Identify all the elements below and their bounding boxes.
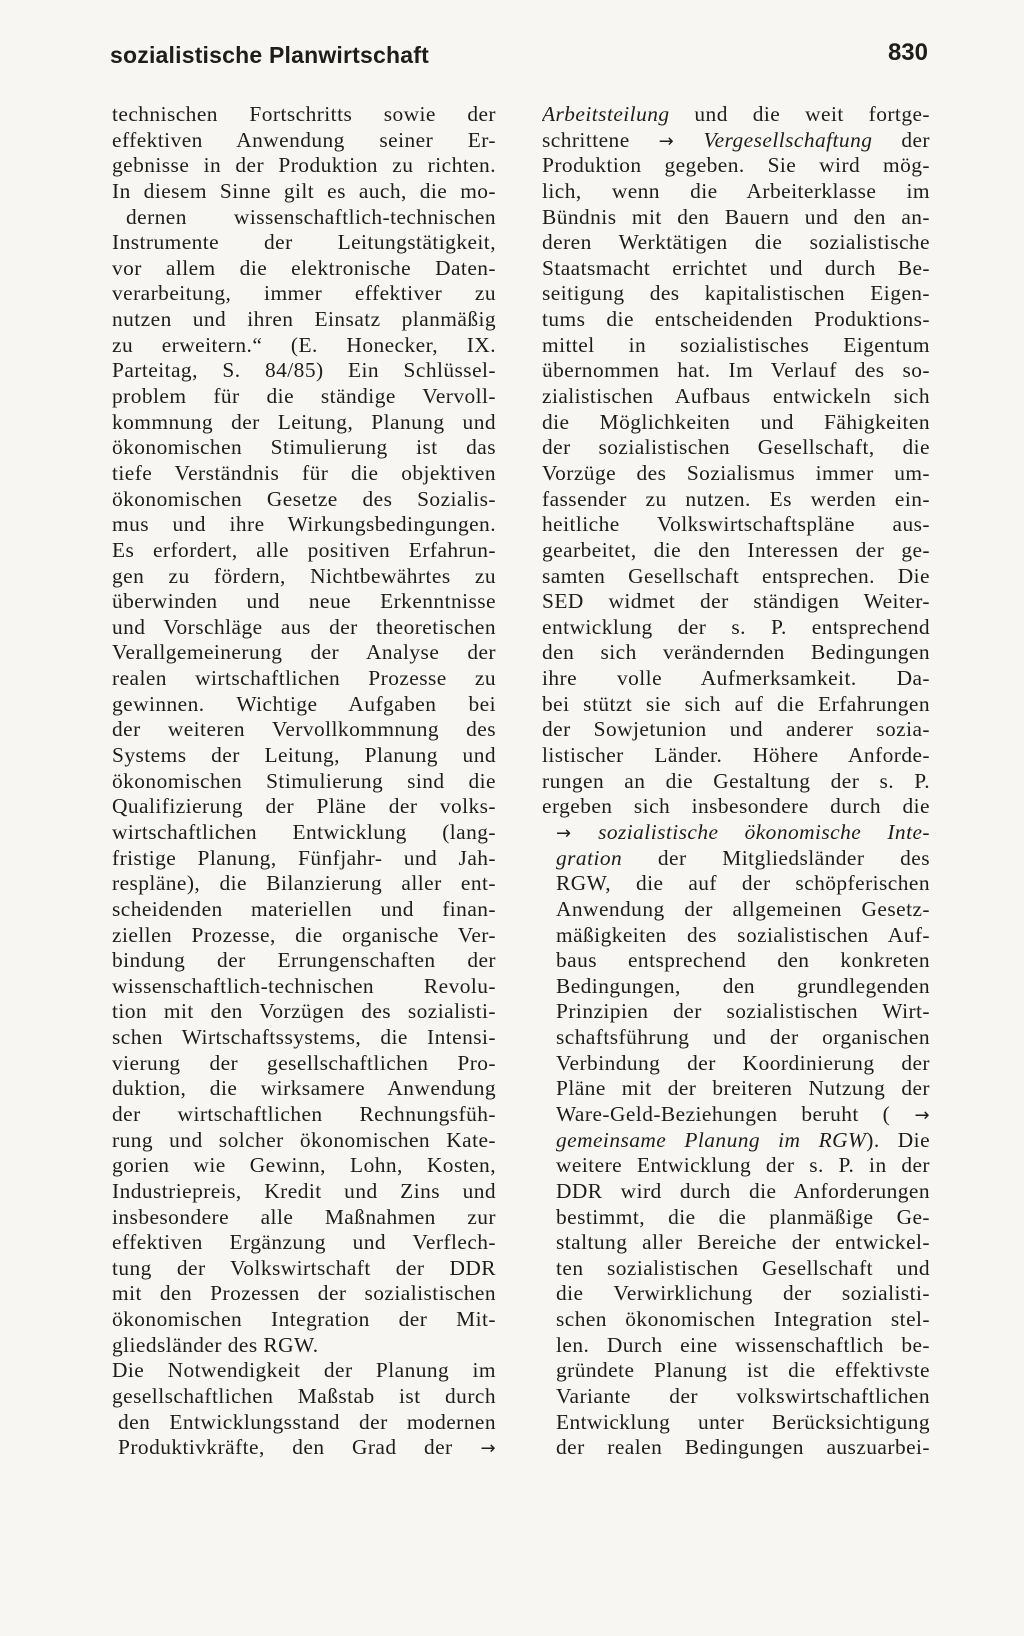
line-text: wirtschaftlichen Entwicklung (lang- [112,819,496,844]
page-number: 830 [887,39,928,66]
line-text: der realen Bedingungen auszuarbei- [556,1435,930,1460]
line-text: insbesondere alle Maßnahmen zur [112,1204,496,1229]
line-text: den Entwicklungsstand der modernen [118,1409,496,1434]
text-line [542,179,930,205]
line-text: schen Wirtschaftssystems, die Intensi- [112,1025,496,1050]
text-line [542,769,930,795]
line-text: Instrumente der Leitungstätigkeit, [112,230,496,255]
line-text: kommnung der Leitung, Planung und [112,409,496,434]
line-text: rungen an die Gestaltung der s. P. [542,768,930,793]
running-head-title: sozialistische Planwirtschaft [110,42,429,68]
line-text: wissenschaftlich-technischen Revolu- [112,973,496,998]
line-text: fassender zu nutzen. Es werden ein- [542,486,930,511]
line-text: Parteitag, S. 84/85) Ein Schlüssel- [112,358,496,383]
text-line [542,820,930,846]
line-text: samten Gesellschaft entsprechen. Die [542,563,930,588]
line-text: mittel in sozialistisches Eigentum [542,332,930,357]
line-text: fristige Planung, Fünfjahr- und Jah- [112,845,496,870]
line-text: verarbeitung, immer effektiver zu [112,281,496,306]
text-line [112,487,496,513]
text-line [542,384,930,410]
line-text: bestimmt, die die planmäßige Ge- [556,1204,930,1229]
line-text: effektiven Anwendung seiner Er- [112,127,496,152]
cross-reference-term: Vergesellschaftung [703,127,873,152]
text-line [542,1076,930,1102]
text-line [112,1333,496,1359]
text-line [542,948,930,974]
line-text: SED widmet der ständigen Weiter- [542,589,930,614]
line-text: Verallgemeinerung der Analyse der [112,640,496,665]
line-text: zu erweitern.“ (E. Honecker, IX. [112,332,496,357]
text-line [112,948,496,974]
line-text: entwicklung der s. P. entsprechend [542,614,930,639]
text-line [112,564,496,590]
text-line [112,1435,496,1461]
line-text: der weiteren Vervollkommnung des [112,717,496,742]
line-text: tion mit den Vorzügen des sozialisti- [112,999,496,1024]
line-text: len. Durch eine wissenschaftlich be- [556,1332,930,1357]
line-text: scheidenden materiellen und finan- [112,896,496,921]
text-line [542,205,930,231]
line-text: Bedingungen, den grundlegenden [556,973,930,998]
text-line [112,666,496,692]
line-text: Die Notwendigkeit der Planung im [112,1358,496,1383]
text-line [542,615,930,641]
line-text: ökonomischen Stimulierung sind die [112,768,496,793]
line-text: Bündnis mit den Bauern und den an- [542,204,930,229]
line-text: mit den Prozessen der sozialistischen [112,1281,496,1306]
line-text: ökonomischen Stimulierung ist das [112,435,496,460]
line-text: effektiven Ergänzung und Verflech- [112,1230,496,1255]
text-line [542,1256,930,1282]
text-line [542,1153,930,1179]
cross-reference-arrow: → [658,130,704,152]
text-line [112,153,496,179]
line-text: seitigung des kapitalistischen Eigen- [542,281,930,306]
cross-reference-arrow: → [556,822,599,844]
text-column-right [542,102,930,1461]
text-line [112,692,496,718]
text-line [112,974,496,1000]
line-text: Prinzipien der sozialistischen Wirt- [556,999,930,1024]
line-text: tung der Volkswirtschaft der DDR [112,1255,496,1280]
text-line [112,999,496,1025]
line-text: ihre volle Aufmerksamkeit. Da- [542,666,930,691]
line-text: listischer Länder. Höhere Anforde- [542,743,930,768]
text-line [112,923,496,949]
line-text: Ware-Geld-Beziehungen beruht ( [556,1101,891,1126]
text-line [112,1051,496,1077]
text-line [542,1435,930,1461]
text-line [542,564,930,590]
line-text: übernommen hat. Im Verlauf des so- [542,358,930,383]
line-text: ökonomischen Integration der Mit- [112,1307,496,1332]
line-text: Es erfordert, alle positiven Erfahrun- [112,537,496,562]
line-text: und die weit fortge- [669,102,930,126]
line-text: ökonomischen Gesetze des Sozialis- [112,486,496,511]
line-text: DDR wird durch die Anforderungen [556,1178,930,1203]
text-line [542,794,930,820]
text-line [542,410,930,436]
text-line [112,743,496,769]
text-line [542,1128,930,1154]
text-line [542,487,930,513]
line-text: der [872,127,930,152]
line-text: vierung der gesellschaftlichen Pro- [112,1050,496,1075]
text-line [112,205,496,231]
text-line [112,640,496,666]
line-text: realen wirtschaftlichen Prozesse zu [112,666,496,691]
text-line [112,230,496,256]
text-line [542,923,930,949]
text-line [112,871,496,897]
text-line [542,1358,930,1384]
text-line [542,1410,930,1436]
text-line [112,1410,496,1436]
text-line [112,384,496,410]
text-line [542,153,930,179]
text-line [542,358,930,384]
text-line [112,1025,496,1051]
text-line [112,1230,496,1256]
text-line [112,179,496,205]
line-text: gründete Planung ist die effektivste [556,1358,930,1383]
line-text: Vorzüge des Sozialismus immer um- [542,460,930,485]
text-line [112,769,496,795]
line-text: gliedsländer des RGW. [112,1332,319,1357]
line-text: ten sozialistischen Gesellschaft und [556,1255,930,1280]
cross-reference-term: gration [556,845,623,870]
text-line [542,871,930,897]
line-text: bei stützt sie sich auf die Erfahrungen [542,691,930,716]
line-text: respläne), die Bilanzierung aller ent- [112,871,496,896]
line-text: gesellschaftlichen Maßstab ist durch [112,1384,496,1409]
line-text: schrittene [542,127,659,152]
line-text: vor allem die elektronische Daten- [112,255,496,280]
text-line [112,820,496,846]
text-line [112,281,496,307]
text-line [542,512,930,538]
text-line [542,1384,930,1410]
line-text: duktion, die wirksamere Anwendung [112,1076,496,1101]
text-line [542,1281,930,1307]
text-line [542,846,930,872]
line-text: zialistischen Aufbaus entwickeln sich [542,384,930,409]
line-text: Produktivkräfte, den Grad der [118,1435,453,1460]
line-text: Entwicklung unter Berücksichtigung [556,1409,930,1434]
line-text: bindung der Errungenschaften der [112,948,496,973]
line-text: deren Werktätigen die sozialistische [542,230,930,255]
line-text: der Sowjetunion und anderer sozia- [542,717,930,742]
text-line [542,743,930,769]
line-text: schaftsführung und der organischen [556,1025,930,1050]
line-text: Systems der Leitung, Planung und [112,743,496,768]
text-line [542,666,930,692]
text-line [112,1281,496,1307]
line-text: tums die entscheidenden Produktions- [542,307,930,332]
text-line [112,333,496,359]
text-column-left [112,102,496,1461]
line-text: gorien wie Gewinn, Lohn, Kosten, [112,1153,496,1178]
text-line [112,512,496,538]
text-line [112,461,496,487]
line-text: technischen Fortschritts sowie der [112,102,496,126]
line-text: und Vorschläge aus der theoretischen [112,614,496,639]
line-text: Produktion gegeben. Sie wird mög- [542,153,930,178]
line-text: ). Die [866,1127,930,1152]
text-line [542,1102,930,1128]
text-line [542,1230,930,1256]
text-line [542,256,930,282]
text-line [112,717,496,743]
text-line [542,1025,930,1051]
line-text: ziellen Prozesse, die organische Ver- [112,922,496,947]
line-text: problem für die ständige Vervoll- [112,384,496,409]
cross-reference-arrow: → [890,1104,930,1126]
text-line [112,1256,496,1282]
line-text: gen zu fördern, Nichtbewährtes zu [112,563,496,588]
text-line [112,1384,496,1410]
text-line [542,1307,930,1333]
text-line [542,435,930,461]
line-text: weitere Entwicklung der s. P. in der [556,1153,930,1178]
text-line [542,1051,930,1077]
text-line [542,1333,930,1359]
line-text: gebnisse in der Produktion zu richten. [112,153,496,178]
text-line [112,1179,496,1205]
text-line [112,538,496,564]
text-line [542,128,930,154]
line-text: gewinnen. Wichtige Aufgaben bei [112,691,496,716]
text-line [112,256,496,282]
text-line [112,358,496,384]
line-text: Pläne mit der breiteren Nutzung der [556,1076,930,1101]
text-line [112,589,496,615]
text-line [542,897,930,923]
text-line [112,794,496,820]
line-text: die Verwirklichung der sozialisti- [556,1281,930,1306]
cross-reference-term: Arbeitsteilung [542,102,670,126]
text-line [542,538,930,564]
line-text: den sich verändernden Bedingungen [542,640,930,665]
text-line [542,999,930,1025]
text-line [542,230,930,256]
line-text: Qualifizierung der Pläne der volks- [112,794,496,819]
text-line [112,410,496,436]
line-text: heitliche Volkswirtschaftspläne aus- [542,512,930,537]
line-text: der wirtschaftlichen Rechnungsfüh- [112,1101,496,1126]
text-line [112,102,496,128]
text-line [112,128,496,154]
text-line [542,717,930,743]
line-text: tiefe Verständnis für die objektiven [112,460,496,485]
line-text: Variante der volkswirtschaftlichen [556,1384,930,1409]
text-line [112,846,496,872]
line-text: RGW, die auf der schöpferischen [556,871,930,896]
text-line [542,102,930,128]
text-line [542,1179,930,1205]
line-text: gearbeitet, die den Interessen der ge- [542,537,930,562]
line-text: baus entsprechend den konkreten [556,948,930,973]
text-line [542,461,930,487]
cross-reference-arrow: → [452,1438,496,1460]
text-line [112,615,496,641]
text-line [542,974,930,1000]
line-text: der sozialistischen Gesellschaft, die [542,435,930,460]
line-text: lich, wenn die Arbeiterklasse im [542,178,930,203]
line-text: Industriepreis, Kredit und Zins und [112,1178,496,1203]
text-line [542,589,930,615]
text-line [112,1205,496,1231]
text-line [112,897,496,923]
line-text: Verbindung der Koordinierung der [556,1050,930,1075]
line-text: nutzen und ihren Einsatz planmäßig [112,307,496,332]
line-text: Anwendung der allgemeinen Gesetz- [556,896,930,921]
text-line [112,435,496,461]
text-line [542,281,930,307]
line-text: In diesem Sinne gilt es auch, die mo- [112,178,496,203]
text-line [542,640,930,666]
text-line [112,1102,496,1128]
line-text: mäßigkeiten des sozialistischen Auf- [556,922,930,947]
text-line [542,307,930,333]
text-line [542,692,930,718]
line-text: mus und ihre Wirkungsbedingungen. [112,512,496,537]
text-line [112,1076,496,1102]
line-text: Staatsmacht errichtet und durch Be- [542,255,930,280]
line-text: schen ökonomischen Integration stel- [556,1307,930,1332]
line-text: staltung aller Bereiche der entwickel- [556,1230,930,1255]
cross-reference-term: sozialistische ökonomische Inte- [598,819,930,844]
text-line [112,307,496,333]
cross-reference-term: gemeinsame Planung im RGW [556,1127,867,1152]
text-line [112,1128,496,1154]
line-text: dernen wissenschaftlich-technischen [126,204,496,229]
line-text: überwinden und neue Erkenntnisse [112,589,496,614]
text-line [112,1153,496,1179]
line-text: rung und solcher ökonomischen Kate- [112,1127,496,1152]
text-line [112,1358,496,1384]
text-line [112,1307,496,1333]
line-text: der Mitgliedsländer des [622,845,930,870]
text-line [542,1205,930,1231]
line-text: ergeben sich insbesondere durch die [542,794,930,819]
text-line [542,333,930,359]
line-text: die Möglichkeiten und Fähigkeiten [542,409,930,434]
